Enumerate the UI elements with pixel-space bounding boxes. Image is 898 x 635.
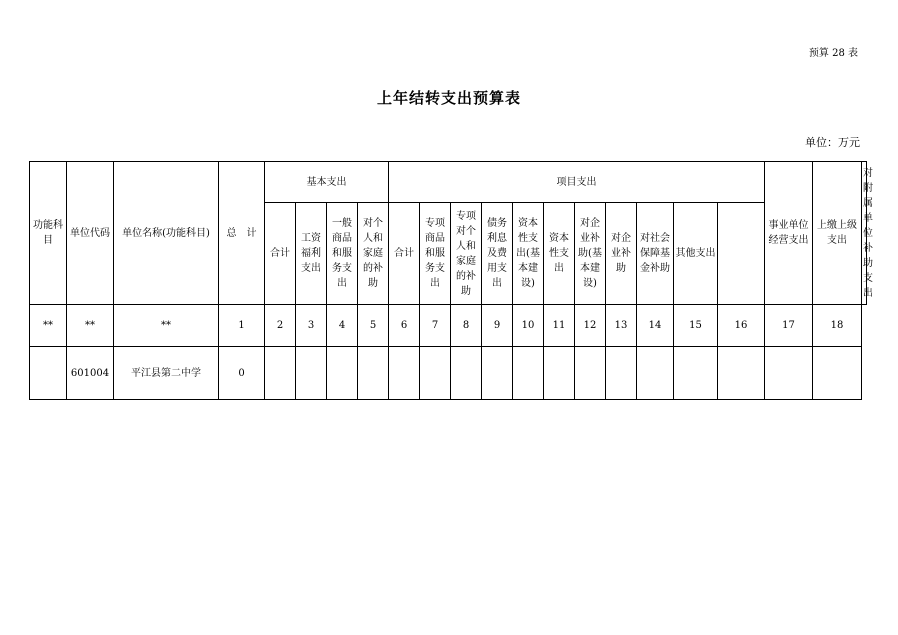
column-index-row <box>30 305 867 347</box>
index-cell: 7 <box>420 305 451 347</box>
col-project-total: 合计 <box>389 203 420 305</box>
document-title: 上年结转支出预算表 <box>376 89 521 107</box>
col-business-ops: 事业单位经营支出 <box>765 162 813 305</box>
index-cell: 9 <box>482 305 513 347</box>
value-cell <box>575 347 606 400</box>
index-cell: ** <box>30 305 67 347</box>
col-project-capital: 资本性支出 <box>544 203 575 305</box>
index-cell: 11 <box>544 305 575 347</box>
value-cell <box>265 347 296 400</box>
index-cell: 12 <box>575 305 606 347</box>
col-unit-name: 单位名称(功能科目) <box>114 162 219 305</box>
col-turn-over: 上缴上级支出 <box>813 162 862 305</box>
value-cell <box>637 347 674 400</box>
col-project-enterprise: 对企业补助 <box>606 203 637 305</box>
value-cell <box>296 347 327 400</box>
col-project-other: 其他支出 <box>674 203 718 305</box>
value-cell <box>389 347 420 400</box>
group-project-expenditure: 项目支出 <box>389 162 765 203</box>
header-row-top <box>30 162 867 203</box>
value-cell <box>451 347 482 400</box>
col-unit-code: 单位代码 <box>67 162 114 305</box>
col-basic-total: 合计 <box>265 203 296 305</box>
unit-label: 单位：万元 <box>805 136 860 149</box>
index-cell: 2 <box>265 305 296 347</box>
col-basic-goods: 一般商品和服务支出 <box>327 203 358 305</box>
index-cell: 17 <box>765 305 813 347</box>
unit-name-cell: 平江县第二中学 <box>114 347 219 400</box>
index-cell: 18 <box>813 305 862 347</box>
index-cell: 1 <box>219 305 265 347</box>
index-cell: 14 <box>637 305 674 347</box>
index-cell: 6 <box>389 305 420 347</box>
col-project-enterprise-construction: 对企业补助(基本建设) <box>575 203 606 305</box>
value-cell <box>420 347 451 400</box>
group-basic-expenditure: 基本支出 <box>265 162 389 203</box>
unit-code-cell: 601004 <box>67 347 114 400</box>
index-cell: ** <box>114 305 219 347</box>
value-cell <box>513 347 544 400</box>
budget-table <box>29 161 874 400</box>
col-basic-personal: 对个人和家庭的补助 <box>358 203 389 305</box>
value-cell <box>358 347 389 400</box>
col-project-goods: 专项商品和服务支出 <box>420 203 451 305</box>
table-row <box>30 347 867 400</box>
col-func-subject: 功能科目 <box>30 162 67 305</box>
value-cell <box>482 347 513 400</box>
index-cell: 13 <box>606 305 637 347</box>
value-cell <box>674 347 718 400</box>
col-subsidiary: 对附属单位补助支出 <box>862 162 867 305</box>
value-cell <box>544 347 575 400</box>
index-cell: 8 <box>451 305 482 347</box>
col-project-capital-construction: 资本性支出(基本建设) <box>513 203 544 305</box>
col-project-social-security: 对社会保障基金补助 <box>637 203 674 305</box>
index-cell: 15 <box>674 305 718 347</box>
index-cell: 4 <box>327 305 358 347</box>
col-project-personal: 专项对个人和家庭的补助 <box>451 203 482 305</box>
table-number: 预算 28 表 <box>808 48 858 59</box>
total-cell: 0 <box>219 347 265 400</box>
value-cell <box>813 347 862 400</box>
index-cell: 16 <box>718 305 765 347</box>
col-project-debt: 债务利息及费用支出 <box>482 203 513 305</box>
value-cell <box>718 347 765 400</box>
value-cell <box>327 347 358 400</box>
index-cell: 10 <box>513 305 544 347</box>
col-total: 总 计 <box>219 162 265 305</box>
value-cell <box>606 347 637 400</box>
value-cell <box>765 347 813 400</box>
index-cell: ** <box>67 305 114 347</box>
index-cell: 3 <box>296 305 327 347</box>
index-cell: 5 <box>358 305 389 347</box>
col-basic-wages: 工资福利支出 <box>296 203 327 305</box>
func-subject-cell <box>30 347 67 400</box>
